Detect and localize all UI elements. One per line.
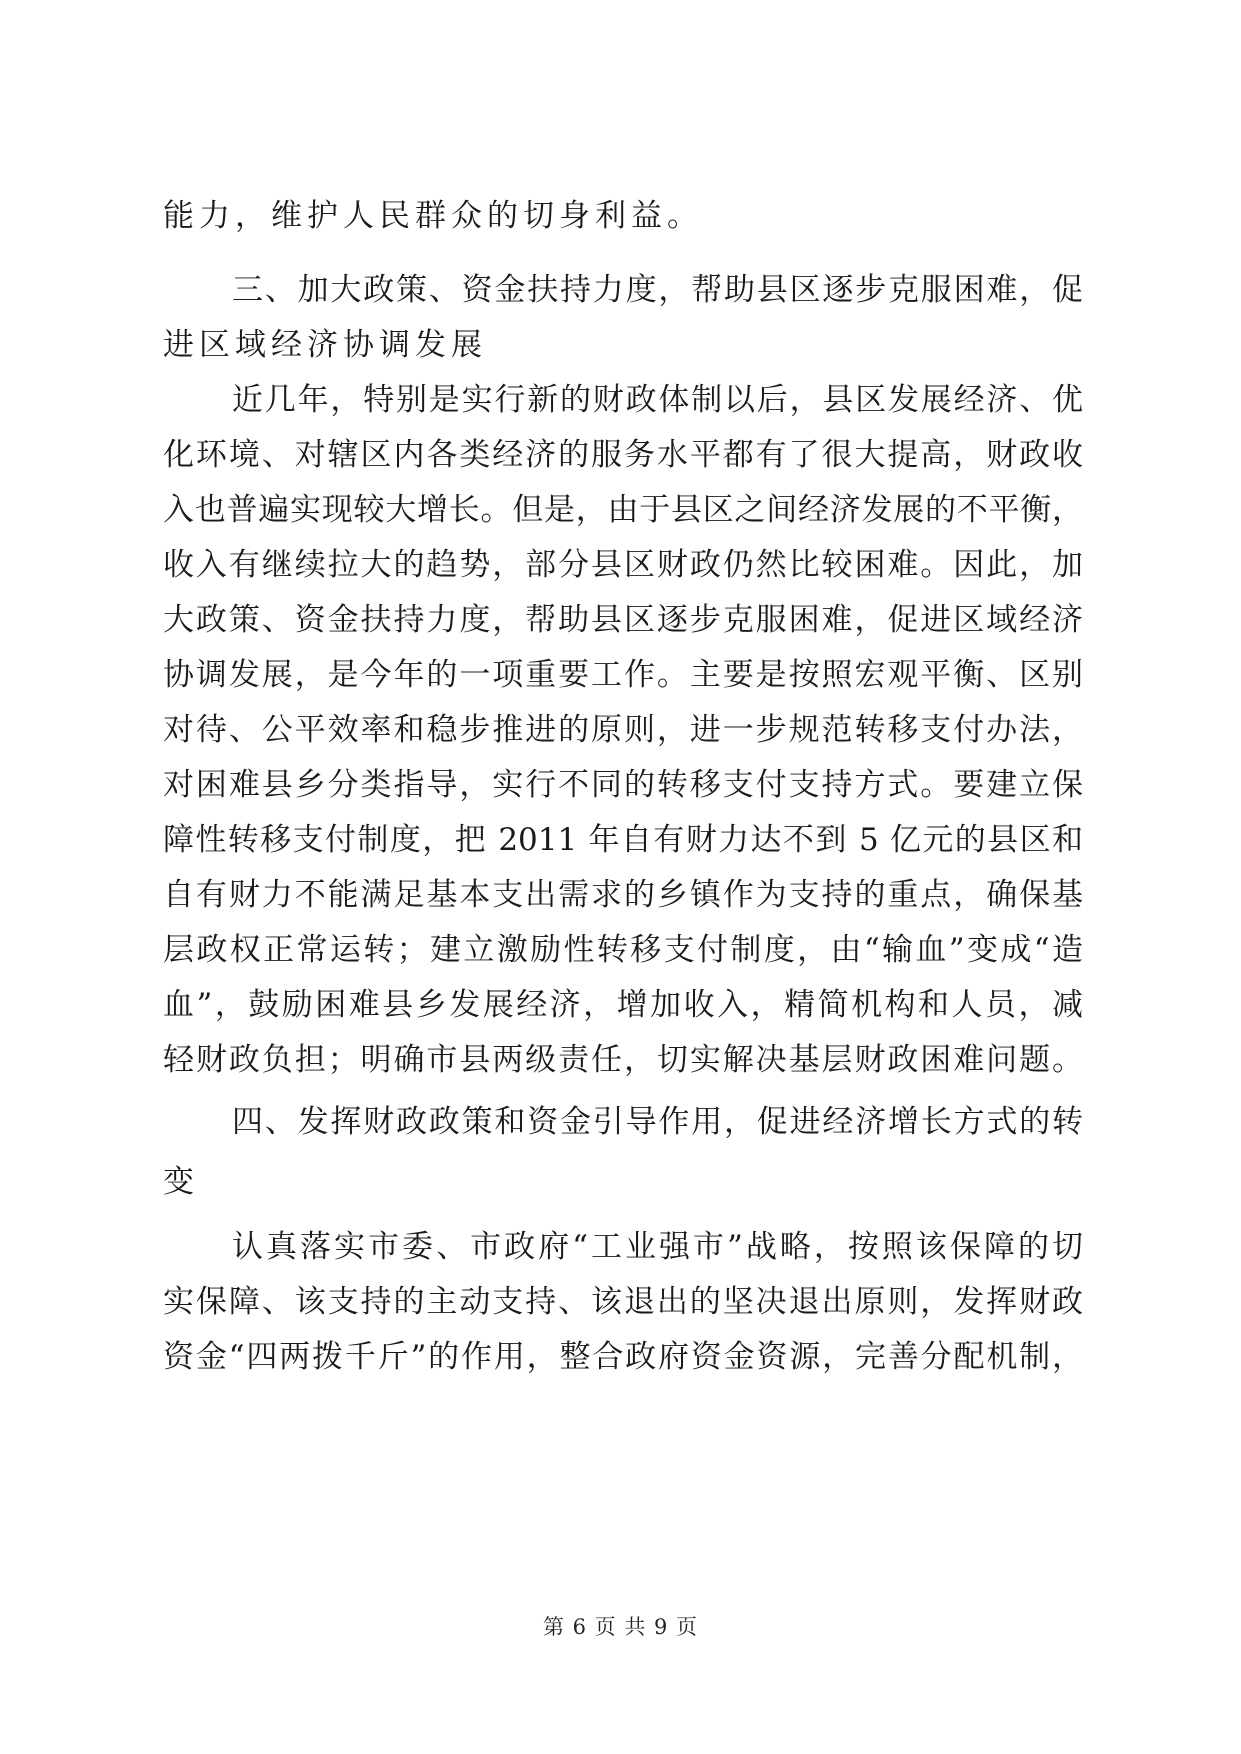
paragraph-line: 资金“四两拨千斤”的作用，整合政府资金资源，完善分配机制， [163, 1339, 1083, 1375]
paragraph-line: 近几年，特别是实行新的财政体制以后，县区发展经济、优 [232, 382, 1083, 418]
paragraph-line: 化环境、对辖区内各类经济的服务水平都有了很大提高，财政收 [163, 437, 1083, 473]
paragraph-line: 对困难县乡分类指导，实行不同的转移支付支持方式。要建立保 [163, 767, 1083, 803]
paragraph-line: 能力，维护人民群众的切身利益。 [163, 198, 703, 234]
paragraph-line: 障性转移支付制度，把 2011 年自有财力达不到 5 亿元的县区和 [163, 822, 1083, 858]
section-heading-3-line-1: 三、加大政策、资金扶持力度，帮助县区逐步克服困难，促 [232, 272, 1083, 308]
paragraph-line: 收入有继续拉大的趋势，部分县区财政仍然比较困难。因此，加 [163, 547, 1083, 583]
section-heading-3-line-2: 进区域经济协调发展 [163, 327, 487, 363]
paragraph-line: 大政策、资金扶持力度，帮助县区逐步克服困难，促进区域经济 [163, 602, 1083, 638]
paragraph-line: 实保障、该支持的主动支持、该退出的坚决退出原则，发挥财政 [163, 1284, 1083, 1320]
paragraph-line: 血”，鼓励困难县乡发展经济，增加收入，精简机构和人员，减 [163, 987, 1083, 1023]
section-heading-4-line-1: 四、发挥财政政策和资金引导作用，促进经济增长方式的转 [232, 1104, 1083, 1140]
page-number-footer: 第 6 页 共 9 页 [542, 1615, 699, 1639]
paragraph-line: 轻财政负担；明确市县两级责任，切实解决基层财政困难问题。 [163, 1042, 1083, 1078]
section-heading-4-line-2: 变 [163, 1164, 199, 1200]
paragraph-line: 入也普遍实现较大增长。但是，由于县区之间经济发展的不平衡， [163, 492, 1083, 528]
paragraph-line: 认真落实市委、市政府“工业强市”战略，按照该保障的切 [232, 1229, 1083, 1265]
paragraph-line: 层政权正常运转；建立激励性转移支付制度，由“输血”变成“造 [163, 932, 1083, 968]
paragraph-line: 对待、公平效率和稳步推进的原则，进一步规范转移支付办法， [163, 712, 1083, 748]
paragraph-line: 协调发展，是今年的一项重要工作。主要是按照宏观平衡、区别 [163, 657, 1083, 693]
paragraph-line: 自有财力不能满足基本支出需求的乡镇作为支持的重点，确保基 [163, 877, 1083, 913]
